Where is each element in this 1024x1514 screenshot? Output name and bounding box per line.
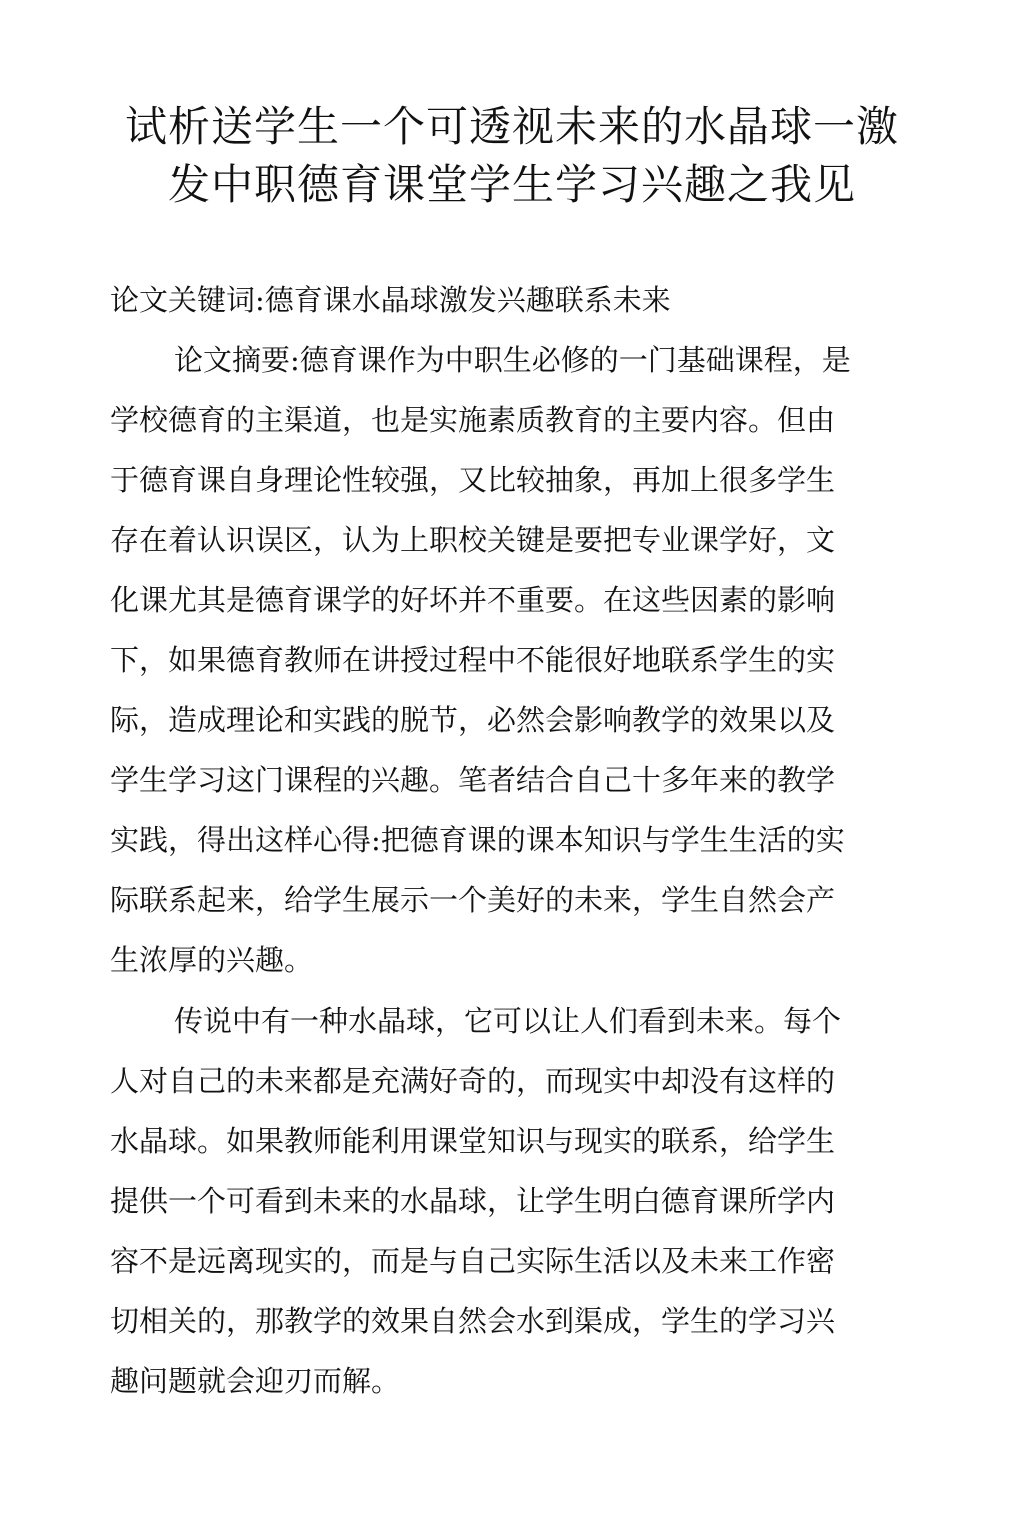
document-title xyxy=(60,98,964,214)
abstract-paragraph xyxy=(110,330,900,990)
body-line: 水晶球。如果教师能利用课堂知识与现实的联系，给学生 xyxy=(110,1124,836,1158)
abstract-line: 生浓厚的兴趣。 xyxy=(110,943,314,977)
title-line-2: 发中职德育课堂学生学习兴趣之我见 xyxy=(167,160,856,209)
body-line: 传说中有一种水晶球，它可以让人们看到未来。每个 xyxy=(174,1004,842,1038)
abstract-line: 际，造成理论和实践的脱节，必然会影响教学的效果以及 xyxy=(110,703,836,737)
abstract-line: 于德育课自身理论性较强，又比较抽象，再加上很多学生 xyxy=(110,463,836,497)
abstract-line: 际联系起来，给学生展示一个美好的未来，学生自然会产 xyxy=(110,883,836,917)
body-line: 容不是远离现实的，而是与自己实际生活以及未来工作密 xyxy=(110,1244,836,1278)
abstract-line: 存在着认识误区，认为上职校关键是要把专业课学好，文 xyxy=(110,523,836,557)
body-line: 人对自己的未来都是充满好奇的，而现实中却没有这样的 xyxy=(110,1064,836,1098)
body-line: 趣问题就会迎刃而解。 xyxy=(110,1364,401,1398)
abstract-line: 论文摘要:德育课作为中职生必修的一门基础课程，是 xyxy=(174,343,851,377)
body-line: 提供一个可看到未来的水晶球，让学生明白德育课所学内 xyxy=(110,1184,836,1218)
abstract-line: 实践，得出这样心得:把德育课的课本知识与学生生活的实 xyxy=(110,823,845,857)
body-line: 切相关的，那教学的效果自然会水到渠成，学生的学习兴 xyxy=(110,1304,836,1338)
abstract-line: 学校德育的主渠道，也是实施素质教育的主要内容。但由 xyxy=(110,403,836,437)
abstract-line: 化课尤其是德育课学的好坏并不重要。在这些因素的影响 xyxy=(110,583,836,617)
body-paragraph xyxy=(110,991,900,1411)
keywords-line: 论文关键词:德育课水晶球激发兴趣联系未来 xyxy=(110,283,671,317)
title-line-1: 试析送学生一个可透视未来的水晶球一激 xyxy=(124,102,899,151)
abstract-line: 下，如果德育教师在讲授过程中不能很好地联系学生的实 xyxy=(110,643,836,677)
abstract-line: 学生学习这门课程的兴趣。笔者结合自己十多年来的教学 xyxy=(110,763,836,797)
